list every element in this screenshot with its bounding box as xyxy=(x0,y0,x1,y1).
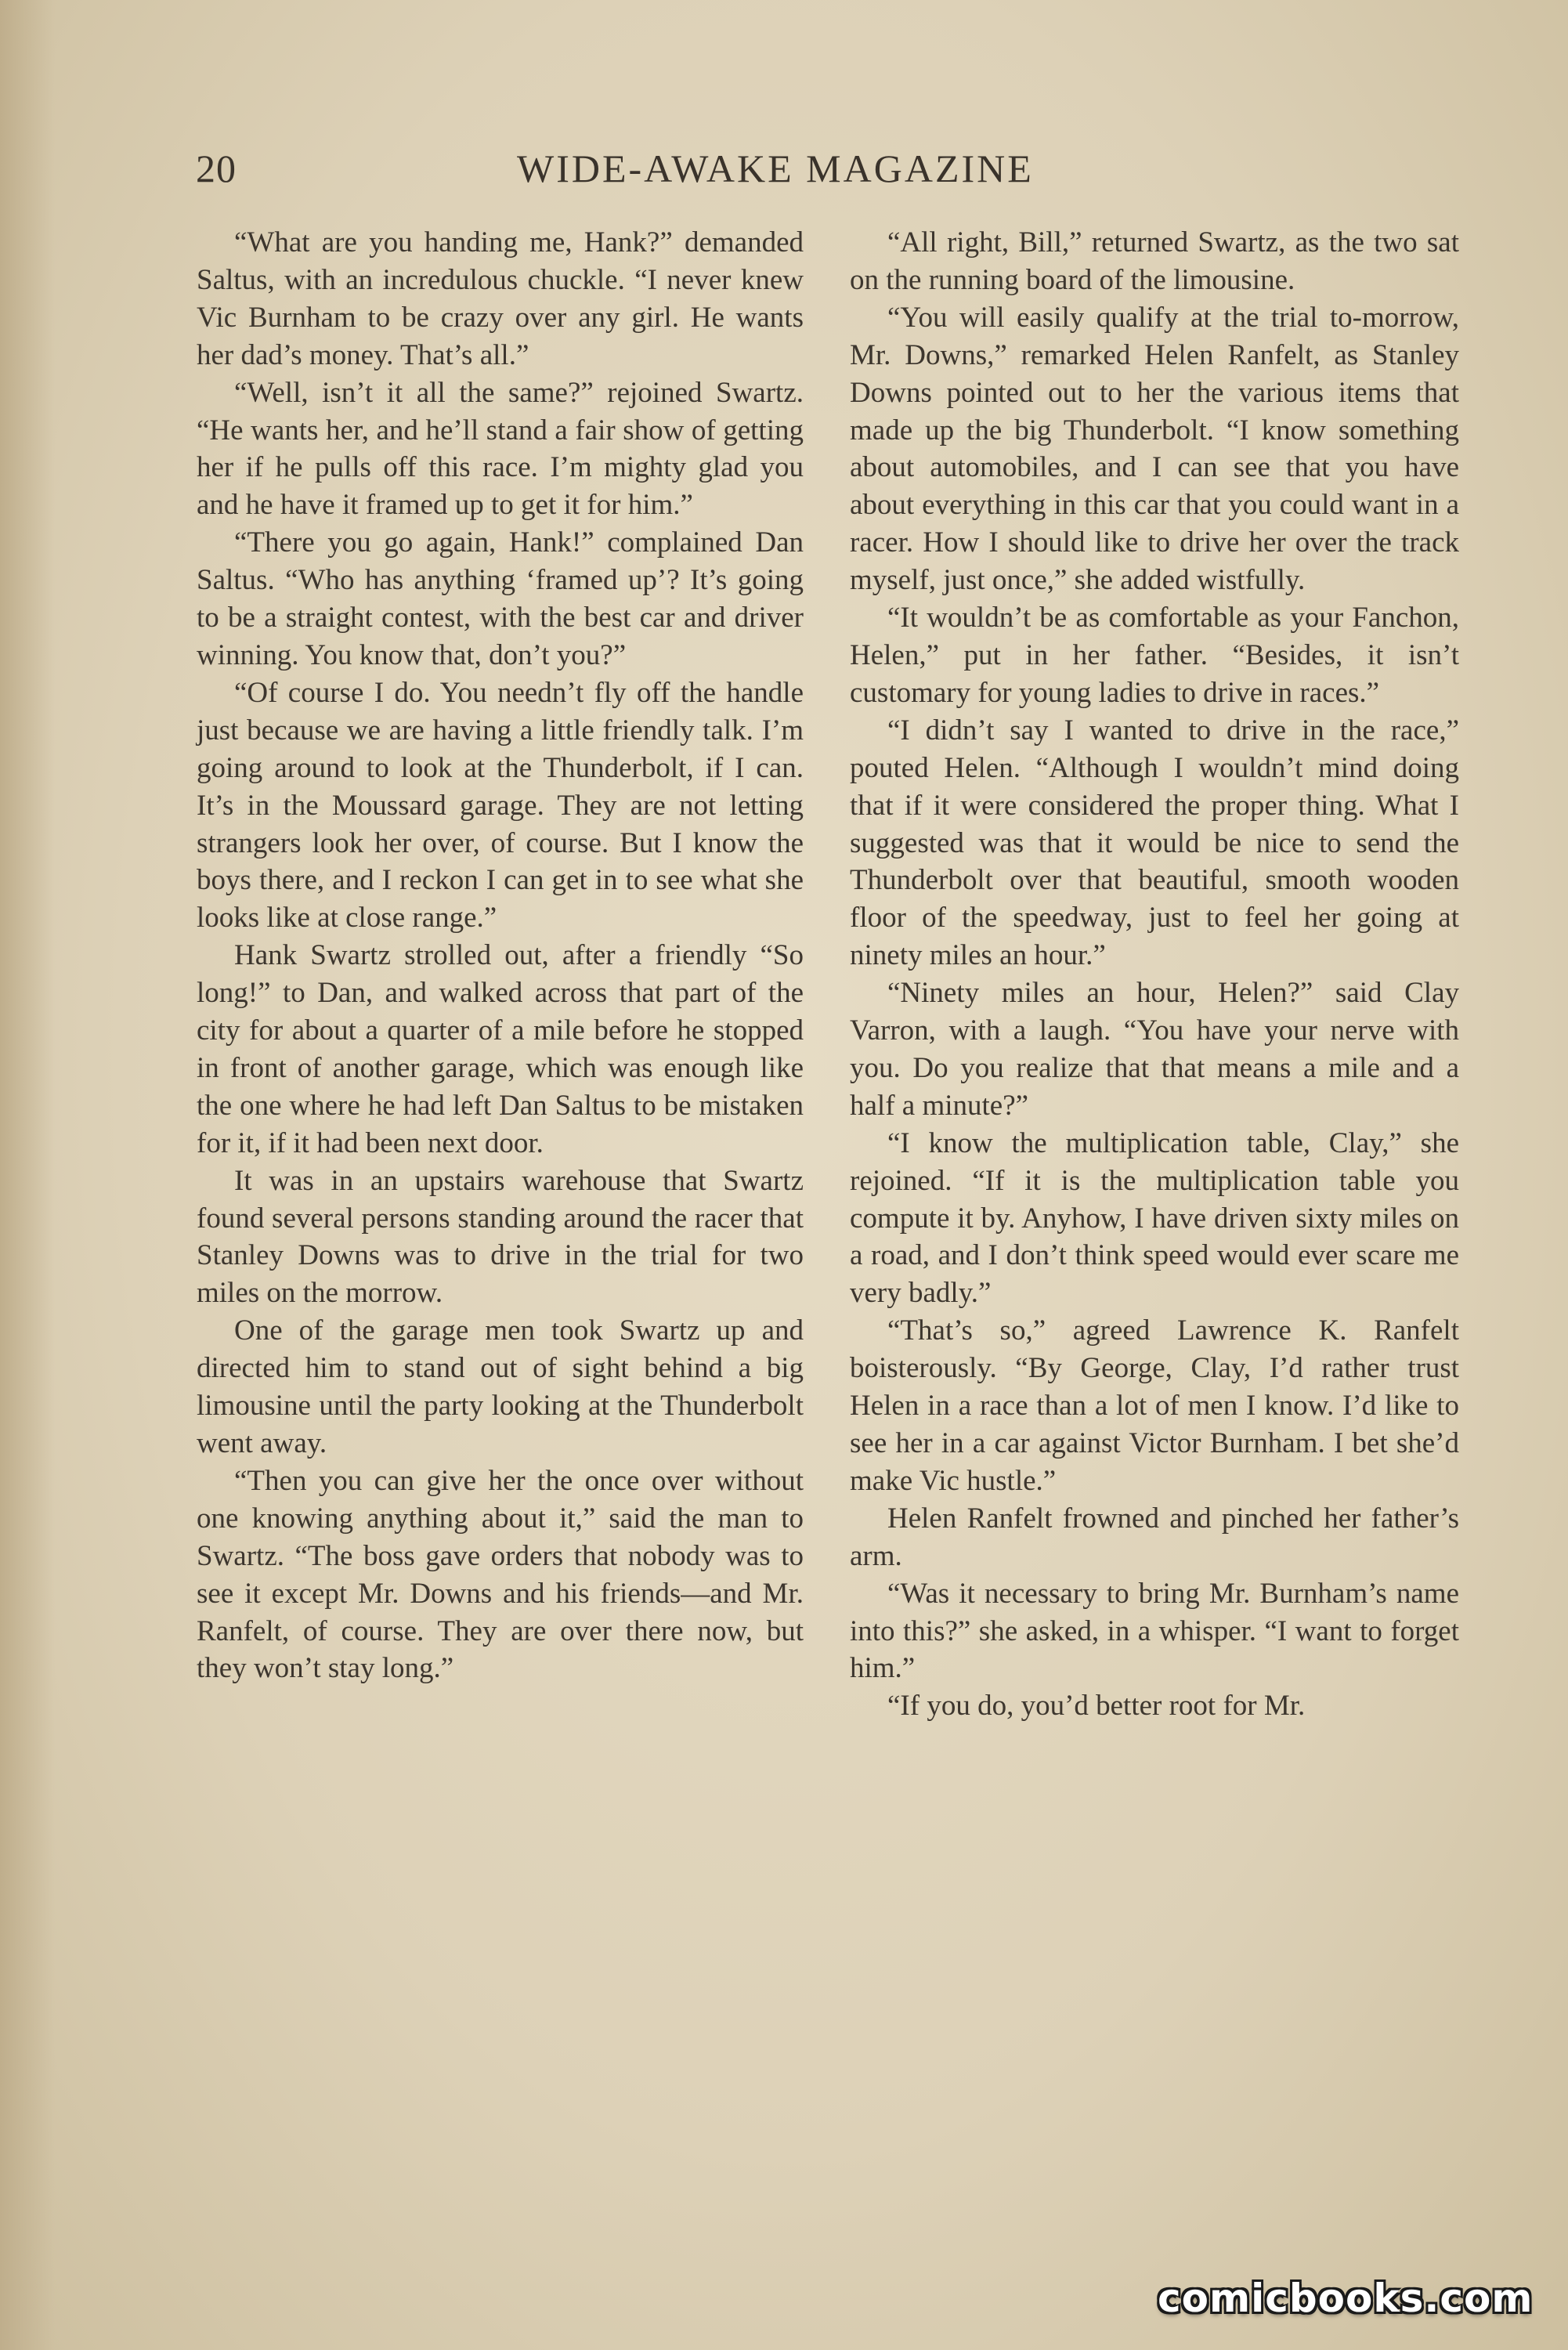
paragraph: It was in an upstairs warehouse that Swartz found several persons standing around the racer that Stanley Downs was to drive in the trial for two miles on the morrow. xyxy=(197,1164,804,1310)
paragraph: “That’s so,” agreed Lawrence K. Ranfelt boisterously. “By George, Clay, I’d rather trust Helen in a race than a lot of men I know. I’d like to see her in a car against Victor Burnham. I bet she’d make Vic hustle.” xyxy=(850,1314,1459,1497)
paragraph: “What are you handing me, Hank?” demanded Saltus, with an incredulous chuckle. “I never knew Vic Burnham to be crazy over any girl. He wants her dad’s money. That’s all.” xyxy=(197,226,804,371)
paragraph: “Was it necessary to bring Mr. Burnham’s name into this?” she asked, in a whisper. “I want to forget him.” xyxy=(850,1577,1459,1685)
paragraph: “Of course I do. You needn’t fly off the handle just because we are having a little friendly talk. I’m going around to look at the Thunderbolt, if I can. It’s in the Moussard garage. They are not letting strangers look her over, of course. But I know the boys there, and I reckon I can get in to see what she looks like at close range.” xyxy=(197,676,804,935)
paragraph: “I didn’t say I wanted to drive in the race,” pouted Helen. “Although I wouldn’t mind doing that if it were considered the proper thing. What I suggested was that it would be nice to send the Thunderbolt over that beautiful, smooth wooden floor of the speedway, just to feel her going at ninety miles an hour.” xyxy=(850,714,1459,972)
left-column xyxy=(197,224,804,1687)
paragraph: “Then you can give her the once over without one knowing anything about it,” said the man to Swartz. “The boss gave orders that nobody was to see it except Mr. Downs and his friends—and Mr. Ranfelt, of course. They are over there now, but they won’t stay long.” xyxy=(197,1464,804,1685)
paragraph: Helen Ranfelt frowned and pinched her father’s arm. xyxy=(850,1502,1459,1572)
paragraph: “You will easily qualify at the trial to-morrow, Mr. Downs,” remarked Helen Ranfelt, as Stanley Downs pointed out to her the various items that made up the big Thunderbolt. “I know something about automobiles, and I can see that you have about everything in this car that you could want in a racer. How I should like to drive her over the track myself, just once,” she added wistfully. xyxy=(850,301,1459,597)
paragraph: Hank Swartz strolled out, after a friendly “So long!” to Dan, and walked across that part of the city for about a quarter of a mile before he stopped in front of another garage, which was enough like the one where he had left Dan Saltus to be mistaken for it, if it had been next door. xyxy=(197,939,804,1159)
watermark-logo: comicbooks.com xyxy=(1158,2276,1534,2321)
paragraph: “Ninety miles an hour, Helen?” said Clay Varron, with a laugh. “You have your nerve with you. Do you realize that that means a mile and a half a minute?” xyxy=(850,977,1459,1122)
right-column xyxy=(850,224,1459,1725)
paragraph: One of the garage men took Swartz up and directed him to stand out of sight behind a big limousine until the party looking at the Thunderbolt went away. xyxy=(197,1314,804,1459)
paragraph: “It wouldn’t be as comfortable as your Fanchon, Helen,” put in her father. “Besides, it isn’t customary for young ladies to drive in races.” xyxy=(850,602,1459,709)
paragraph: “All right, Bill,” returned Swartz, as the two sat on the running board of the limousine. xyxy=(850,226,1459,296)
paragraph: “If you do, you’d better root for Mr. xyxy=(887,1690,1306,1723)
paragraph: “Well, isn’t it all the same?” rejoined Swartz. “He wants her, and he’ll stand a fair show of getting her if he pulls off this race. I’m mighty glad you and he have it framed up to get it for him.” xyxy=(197,376,804,522)
paragraph: “I know the multiplication table, Clay,” she rejoined. “If it is the multiplication table you compute it by. Anyhow, I have driven sixty miles on a road, and I don’t think speed would ever scare me very badly.” xyxy=(850,1126,1459,1310)
page-number: 20 xyxy=(196,146,237,190)
running-title: WIDE-AWAKE MAGAZINE xyxy=(517,146,1034,190)
page-edge-shadow xyxy=(0,0,55,2350)
paragraph: “There you go again, Hank!” complained Dan Saltus. “Who has anything ‘framed up’? It’s going to be a straight contest, with the best car and driver winning. You know that, don’t you?” xyxy=(197,526,804,671)
